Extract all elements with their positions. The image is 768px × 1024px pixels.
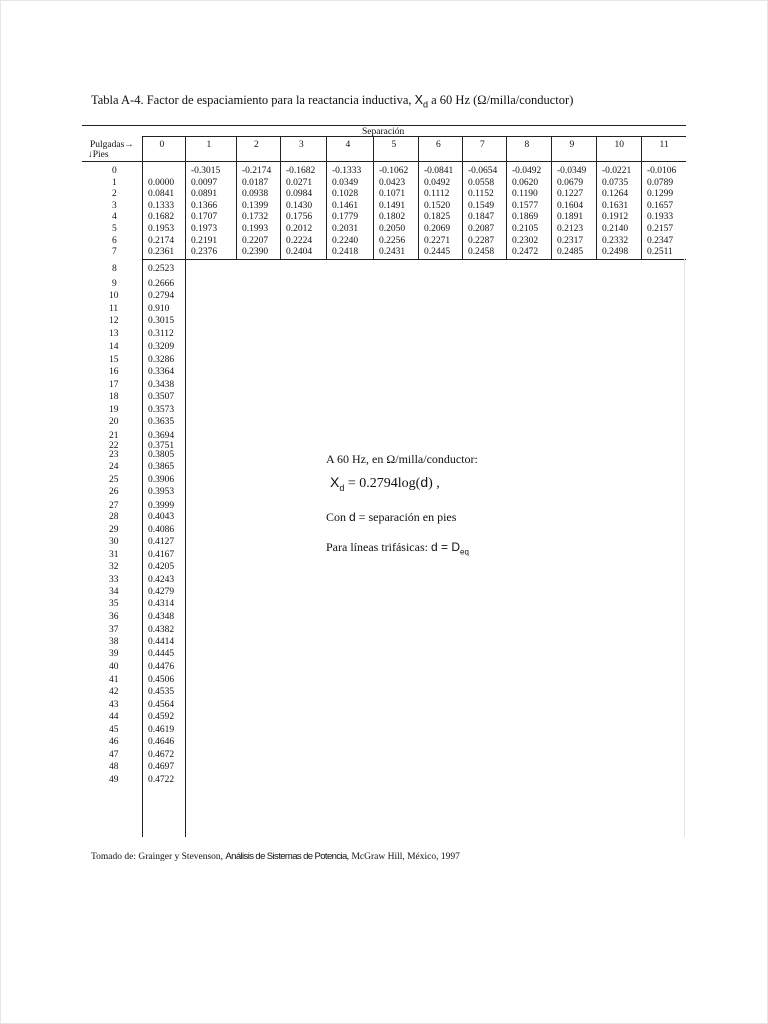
table-cell: 0.3751: [148, 441, 175, 451]
table-cell: 0.2347: [647, 235, 674, 246]
table-cell: 0.1333: [148, 200, 175, 211]
feet-label: 33: [109, 575, 119, 585]
feet-label: 29: [109, 525, 119, 535]
table-cell: 0.2317: [557, 235, 584, 246]
table-cell: 0.1604: [557, 200, 584, 211]
table-cell: 0.2361: [148, 247, 175, 258]
pies-label: ↓Pies: [88, 150, 109, 160]
table-cell: 0.2458: [468, 247, 495, 258]
column-divider: [326, 136, 327, 260]
column-header: 4: [345, 140, 351, 150]
feet-label: 36: [109, 612, 119, 622]
table-cell: 0.1227: [557, 189, 584, 200]
table-cell: 0.2431: [379, 247, 406, 258]
feet-label: 31: [109, 550, 119, 560]
table-cell: 0.3635: [148, 417, 175, 427]
table-cell: 0.2157: [647, 224, 674, 234]
table-cell: 0.1520: [424, 200, 451, 211]
feet-label: 43: [109, 700, 119, 710]
table-cell: 0.1779: [332, 212, 359, 223]
column-divider: [236, 136, 237, 260]
table-cell: 0.1912: [602, 212, 629, 223]
table-cell: 0.2390: [242, 247, 269, 258]
column-divider: [596, 136, 597, 260]
table-cell: 0.3573: [148, 405, 175, 415]
table-cell: 0.4279: [148, 587, 175, 597]
feet-label: 15: [109, 355, 119, 365]
table-cell: 0.4646: [148, 737, 175, 747]
feet-label: 47: [109, 750, 119, 760]
table-cell: 0.1657: [647, 200, 674, 211]
feet-label: 8: [112, 264, 117, 274]
table-cell: 0.1682: [148, 212, 175, 223]
feet-label: 5: [112, 224, 117, 234]
table-cell: 0.4086: [148, 525, 175, 535]
table-cell: 0.0938: [242, 189, 269, 200]
feet-label: 23: [109, 450, 119, 460]
column-header: 3: [299, 140, 304, 150]
table-cell: 0.0097: [191, 177, 218, 188]
table-cell: 0.4592: [148, 712, 175, 722]
feet-label: 27: [109, 501, 119, 511]
table-cell: 0.1891: [557, 212, 584, 223]
table-cell: -0.0654: [468, 166, 498, 176]
table-cell: 0.3015: [148, 316, 175, 326]
table-cell: -0.0106: [647, 166, 677, 176]
table-title: Tabla A-4. Factor de espaciamiento para la reactancia inductiva, $X_d$ a 60 Hz (Ω/milla/conductor): [91, 93, 574, 110]
feet-label: 3: [112, 200, 117, 211]
feet-label: 42: [109, 687, 119, 697]
table-cell: 0.3364: [148, 367, 175, 377]
formula-three-phase: Para líneas trifásicas: $d = D_{eq}$: [326, 540, 469, 557]
feet-label: 18: [109, 392, 119, 402]
table-cell: 0.1491: [379, 200, 406, 211]
table-cell: 0.2256: [379, 235, 406, 246]
table-cell: 0.2069: [424, 224, 451, 234]
table-cell: 0.2271: [424, 235, 451, 246]
feet-label: 49: [109, 775, 119, 785]
table-cell: 0.3694: [148, 431, 175, 441]
table-cell: -0.3015: [191, 166, 221, 176]
table-cell: 0.0679: [557, 177, 584, 188]
table-cell: 0.0423: [379, 177, 406, 188]
table-cell: 0.0187: [242, 177, 269, 188]
feet-label: 6: [112, 235, 117, 246]
table-cell: 0.2174: [148, 235, 175, 246]
feet-label: 19: [109, 405, 119, 415]
table-cell: 0.1399: [242, 200, 269, 211]
column-header: 2: [254, 140, 259, 150]
table-cell: -0.0492: [512, 166, 542, 176]
separacion-rule: [142, 136, 686, 137]
feet-label: 48: [109, 762, 119, 772]
table-cell: 0.3865: [148, 462, 175, 472]
column-header: 5: [391, 140, 397, 150]
table-cell: -0.2174: [242, 166, 272, 176]
table-cell: 0.4043: [148, 512, 175, 522]
table-cell: 0.1430: [286, 200, 313, 211]
table-cell: 0.2523: [148, 264, 175, 274]
feet-label: 10: [109, 291, 119, 301]
feet-label: 24: [109, 462, 119, 472]
table-cell: 0.3438: [148, 380, 175, 390]
feet-label: 25: [109, 475, 119, 485]
table-cell: 0.1953: [148, 224, 175, 234]
formula-equation: $X_d = 0.2794\log(d)$ ,: [330, 474, 440, 493]
table-cell: 0.2105: [512, 224, 539, 234]
table-cell: 0.1577: [512, 200, 539, 211]
table-cell: 0.4205: [148, 562, 175, 572]
column-divider: [641, 136, 642, 260]
table-cell: 0.2332: [602, 235, 629, 246]
table-cell: 0.2207: [242, 235, 269, 246]
table-cell: 0.1071: [379, 189, 406, 200]
feet-label: 44: [109, 712, 119, 722]
column-header: 6: [436, 140, 441, 150]
table-cell: 0.2418: [332, 247, 359, 258]
table-cell: 0.2302: [512, 235, 539, 246]
table-cell: 0.0735: [602, 177, 629, 188]
column-header: 1: [206, 140, 212, 150]
feet-label: 4: [112, 212, 117, 223]
table-cell: 0.0789: [647, 177, 674, 188]
table-cell: 0.1549: [468, 200, 495, 211]
feet-label: 39: [109, 649, 119, 659]
feet-label: 22: [109, 441, 119, 451]
table-cell: 0.2123: [557, 224, 584, 234]
pulgadas-label: Pulgadas→: [90, 140, 134, 150]
column-divider: [373, 136, 374, 260]
table-cell: 0.0841: [148, 189, 175, 200]
table-cell: 0.1933: [647, 212, 674, 223]
table-cell: 0.2794: [148, 291, 175, 301]
table-cell: 0.0271: [286, 177, 313, 188]
table-cell: 0.1825: [424, 212, 451, 223]
feet-label: 34: [109, 587, 119, 597]
table-cell: 0.2404: [286, 247, 313, 258]
table-cell: 0.2498: [602, 247, 629, 258]
feet-label: 37: [109, 625, 119, 635]
feet-label: 14: [109, 342, 119, 352]
feet-label: 35: [109, 599, 119, 609]
table-cell: 0.2087: [468, 224, 495, 234]
row-label-divider: [142, 136, 143, 837]
table-cell: 0.2376: [191, 247, 218, 258]
table-cell: 0.4535: [148, 687, 175, 697]
feet-label: 38: [109, 637, 119, 647]
table-cell: 0.3112: [148, 329, 174, 339]
table-cell: 0.2472: [512, 247, 539, 258]
feet-label: 30: [109, 537, 119, 547]
formula-d-definition: Con d = separación en pies: [326, 510, 457, 524]
table-cell: 0.2031: [332, 224, 359, 234]
table-cell: 0.4722: [148, 775, 175, 785]
table-cell: 0.4414: [148, 637, 175, 647]
table-cell: 0.4167: [148, 550, 175, 560]
table-cell: 0.1190: [512, 189, 538, 200]
separacion-header: Separación: [362, 127, 405, 137]
feet-label: 16: [109, 367, 119, 377]
table-cell: 0.1366: [191, 200, 218, 211]
table-cell: 0.3953: [148, 487, 175, 497]
table-cell: 0.2511: [647, 247, 673, 258]
formula-intro: A 60 Hz, en Ω/milla/conductor:: [326, 452, 478, 466]
table-cell: -0.0221: [602, 166, 632, 176]
table-cell: 0.3805: [148, 450, 175, 460]
table-cell: 0.0984: [286, 189, 313, 200]
table-cell: 0.0000: [148, 177, 175, 188]
table-cell: -0.0841: [424, 166, 454, 176]
feet-label: 21: [109, 431, 119, 441]
table-cell: -0.1333: [332, 166, 362, 176]
table-cell: 0.4382: [148, 625, 175, 635]
table-cell: -0.0349: [557, 166, 587, 176]
table-cell: 0.1732: [242, 212, 269, 223]
table-cell: 0.1299: [647, 189, 674, 200]
column-header: 0: [159, 140, 165, 150]
table-cell: 0.1847: [468, 212, 495, 223]
table-cell: 0.4445: [148, 649, 175, 659]
feet-label: 28: [109, 512, 119, 522]
feet-label: 41: [109, 675, 119, 685]
table-cell: 0.2050: [379, 224, 406, 234]
table-cell: 0.2485: [557, 247, 584, 258]
feet-label: 46: [109, 737, 119, 747]
table-cell: 0.910: [148, 304, 170, 314]
source-citation: Tomado de: Grainger y Stevenson, Análisis de Sistemas de Potencia, McGraw Hill, México, 1997: [91, 851, 460, 862]
table-cell: 0.4697: [148, 762, 175, 772]
table-cell: 0.2287: [468, 235, 495, 246]
table-cell: 0.1756: [286, 212, 313, 223]
column-divider: [418, 136, 419, 260]
column-divider: [551, 136, 552, 260]
table-cell: 0.2191: [191, 235, 218, 246]
feet-label: 17: [109, 380, 119, 390]
column-header: 8: [524, 140, 530, 150]
table-cell: 0.2240: [332, 235, 359, 246]
table-cell: 0.1869: [512, 212, 539, 223]
table-cell: 0.3507: [148, 392, 175, 402]
table-cell: 0.2140: [602, 224, 629, 234]
table-cell: 0.0492: [424, 177, 451, 188]
table-cell: 0.1993: [242, 224, 269, 234]
table-cell: 0.4619: [148, 725, 175, 735]
col-0-divider: [185, 136, 186, 837]
table-cell: 0.1973: [191, 224, 218, 234]
column-divider: [462, 136, 463, 260]
table-cell: 0.2012: [286, 224, 313, 234]
table-cell: 0.3209: [148, 342, 175, 352]
table-cell: 0.2224: [286, 235, 313, 246]
feet-label: 1: [112, 177, 117, 188]
feet-label: 13: [109, 329, 119, 339]
table-cell: 0.4672: [148, 750, 175, 760]
table-cell: 0.4564: [148, 700, 175, 710]
feet-label: 7: [112, 247, 117, 258]
feet-label: 11: [109, 304, 119, 314]
table-cell: 0.3999: [148, 501, 175, 511]
table-cell: 0.4127: [148, 537, 175, 547]
table-cell: 0.4476: [148, 662, 175, 672]
column-header: 11: [659, 140, 669, 150]
table-cell: 0.0558: [468, 177, 495, 188]
feet-label: 26: [109, 487, 119, 497]
table-cell: 0.1152: [468, 189, 494, 200]
table-cell: 0.4506: [148, 675, 175, 685]
table-cell: 0.1112: [424, 189, 450, 200]
column-divider: [280, 136, 281, 260]
table-cell: 0.4314: [148, 599, 175, 609]
table-cell: 0.1028: [332, 189, 359, 200]
column-header: 7: [480, 140, 485, 150]
table-cell: 0.1461: [332, 200, 359, 211]
table-cell: 0.2666: [148, 279, 175, 289]
column-header: 9: [569, 140, 575, 150]
feet-label: 0: [112, 166, 117, 176]
table-cell: -0.1682: [286, 166, 316, 176]
table-cell: 0.4243: [148, 575, 175, 585]
table-cell: 0.3286: [148, 355, 175, 365]
feet-label: 32: [109, 562, 119, 572]
feet-label: 12: [109, 316, 119, 326]
table-cell: -0.1062: [379, 166, 409, 176]
column-divider: [506, 136, 507, 260]
table-cell: 0.0349: [332, 177, 359, 188]
feet-label: 45: [109, 725, 119, 735]
feet-label: 20: [109, 417, 119, 427]
table-cell: 0.3906: [148, 475, 175, 485]
table-cell: 0.4348: [148, 612, 175, 622]
table-right-edge: [684, 259, 685, 837]
table-cell: 0.1264: [602, 189, 629, 200]
table-cell: 0.0620: [512, 177, 539, 188]
feet-label: 40: [109, 662, 119, 672]
table-cell: 0.2445: [424, 247, 451, 258]
table-cell: 0.1802: [379, 212, 406, 223]
table-cell: 0.0891: [191, 189, 218, 200]
feet-label: 9: [112, 279, 117, 289]
table-top-rule: [82, 125, 686, 126]
feet-label: 2: [112, 189, 117, 200]
table-cell: 0.1707: [191, 212, 218, 223]
table-cell: 0.1631: [602, 200, 629, 211]
column-header: 10: [614, 140, 624, 150]
inch-block-bottom-rule: [142, 259, 686, 260]
